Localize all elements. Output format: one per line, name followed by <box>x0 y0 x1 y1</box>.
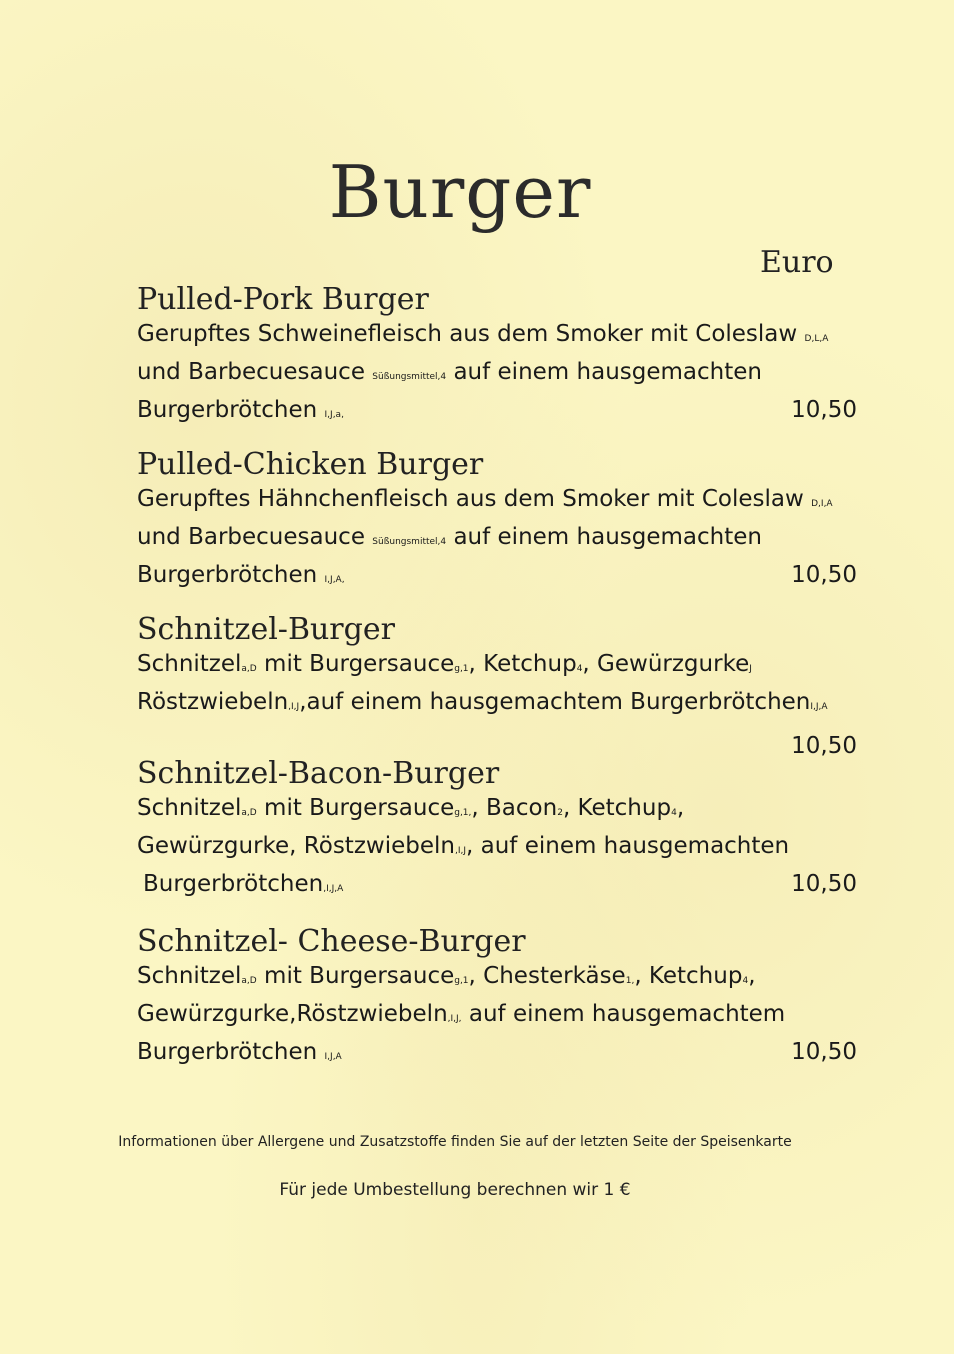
item-description-line <box>137 868 857 901</box>
description-text: , Bacon <box>471 795 558 821</box>
allergen-codes: a,D <box>241 664 257 674</box>
allergen-codes: g,1 <box>454 664 469 674</box>
allergen-info-note: Informationen über Allergene und Zusatzstoffe finden Sie auf der letzten Seite der Speisenkarte <box>118 1134 792 1150</box>
item-name: Pulled-Chicken Burger <box>137 447 484 482</box>
item-name: Pulled-Pork Burger <box>137 282 429 317</box>
allergen-codes: I,J,A <box>810 702 828 712</box>
description-text: Gerupftes Schweinefleisch aus dem Smoker mit Coleslaw <box>137 321 798 347</box>
page-edge-bottom <box>0 1354 960 1358</box>
allergen-codes: D,L,A <box>804 334 829 344</box>
allergen-codes: 4 <box>742 976 749 986</box>
menu-item-schnitzel-bacon-burger <box>137 756 857 901</box>
description-text: , Gewürzgurke <box>582 651 750 677</box>
allergen-codes: g,1, <box>454 808 472 818</box>
description-text: Burgerbrötchen <box>137 562 318 588</box>
description-text: auf einem hausgemachtem <box>461 1001 786 1027</box>
item-price: 10,50 <box>791 733 857 759</box>
description-text: Burgerbrötchen <box>137 1039 318 1065</box>
item-name: Schnitzel- Cheese-Burger <box>137 924 526 959</box>
description-text: und Barbecuesauce <box>137 524 365 550</box>
allergen-codes: Süßungsmittel,4 <box>372 537 447 547</box>
item-description-line <box>137 356 857 394</box>
description-text: Gerupftes Hähnchenfleisch aus dem Smoker mit Coleslaw <box>137 486 804 512</box>
description-text: Röstzwiebeln <box>137 689 289 715</box>
description-text: , <box>748 963 756 989</box>
allergen-codes: 1, <box>625 976 635 986</box>
description-text: , Ketchup <box>634 963 743 989</box>
allergen-codes: 4 <box>576 664 583 674</box>
description-text: , <box>676 795 685 821</box>
description-text: Gewürzgurke, Röstzwiebeln <box>137 833 455 859</box>
menu-item-pulled-pork <box>137 282 857 427</box>
description-text: auf einem hausgemachten <box>453 359 762 385</box>
item-description-line <box>137 998 857 1036</box>
item-description-line <box>137 394 857 427</box>
allergen-codes: a,D <box>241 808 257 818</box>
item-description-line <box>137 483 857 521</box>
allergen-codes: a,D <box>241 976 257 986</box>
allergen-codes: 4 <box>671 808 677 818</box>
allergen-codes: ,I,J <box>288 702 300 712</box>
description-text: , Ketchup <box>468 651 577 677</box>
description-text: Burgerbrötchen <box>137 397 318 423</box>
item-description-line <box>137 830 857 868</box>
menu-title: Burger <box>328 150 592 234</box>
description-text: Schnitzel <box>137 651 242 677</box>
allergen-codes: ,I,J, <box>447 1014 462 1024</box>
item-price: 10,50 <box>791 871 857 897</box>
description-text: Gewürzgurke,Röstzwiebeln <box>137 1001 448 1027</box>
item-description-line <box>137 1036 857 1069</box>
page-edge-right <box>954 0 960 1358</box>
allergen-codes: I,J,A, <box>324 575 345 585</box>
allergen-codes: I,J,A <box>324 1052 342 1062</box>
item-description-line <box>137 318 857 356</box>
item-price: 10,50 <box>791 562 857 588</box>
item-price: 10,50 <box>791 397 857 423</box>
item-description-line <box>137 960 857 998</box>
allergen-codes: J <box>749 664 752 674</box>
allergen-codes: Süßungsmittel,4 <box>372 372 447 382</box>
allergen-codes: I,J,a, <box>324 410 344 420</box>
item-description-line <box>137 559 857 592</box>
menu-item-pulled-chicken <box>137 447 857 592</box>
allergen-codes: 2 <box>557 808 563 818</box>
description-text: und Barbecuesauce <box>137 359 365 385</box>
description-text: ,auf einem hausgemachtem Burgerbrötchen <box>299 689 811 715</box>
description-text: mit Burgersauce <box>256 795 455 821</box>
description-text: Schnitzel <box>137 795 242 821</box>
item-description-line <box>137 792 857 830</box>
allergen-codes: ,I,J <box>454 846 466 856</box>
item-price: 10,50 <box>791 1039 857 1065</box>
menu-item-schnitzel-cheese-burger <box>137 924 857 1069</box>
description-text: Schnitzel <box>137 963 242 989</box>
item-name: Schnitzel-Bacon-Burger <box>137 756 500 791</box>
item-description-line <box>137 521 857 559</box>
menu-item-schnitzel-burger <box>137 612 857 763</box>
description-text: mit Burgersauce <box>256 963 455 989</box>
description-text: auf einem hausgemachten <box>453 524 762 550</box>
description-text: , auf einem hausgemachten <box>466 833 790 859</box>
description-text: mit Burgersauce <box>256 651 455 677</box>
currency-label: Euro <box>760 245 834 280</box>
item-description-line <box>137 648 857 686</box>
allergen-codes: ,I,J,A <box>323 884 344 894</box>
item-name: Schnitzel-Burger <box>137 612 395 647</box>
description-text: , Chesterkäse <box>468 963 626 989</box>
description-text: , Ketchup <box>562 795 672 821</box>
description-text: Burgerbrötchen <box>143 871 324 897</box>
allergen-codes: g,1 <box>454 976 469 986</box>
order-change-fee-note: Für jede Umbestellung berechnen wir 1 € <box>279 1180 631 1200</box>
allergen-codes: D,I,A <box>811 499 833 509</box>
item-description-line <box>137 686 857 724</box>
